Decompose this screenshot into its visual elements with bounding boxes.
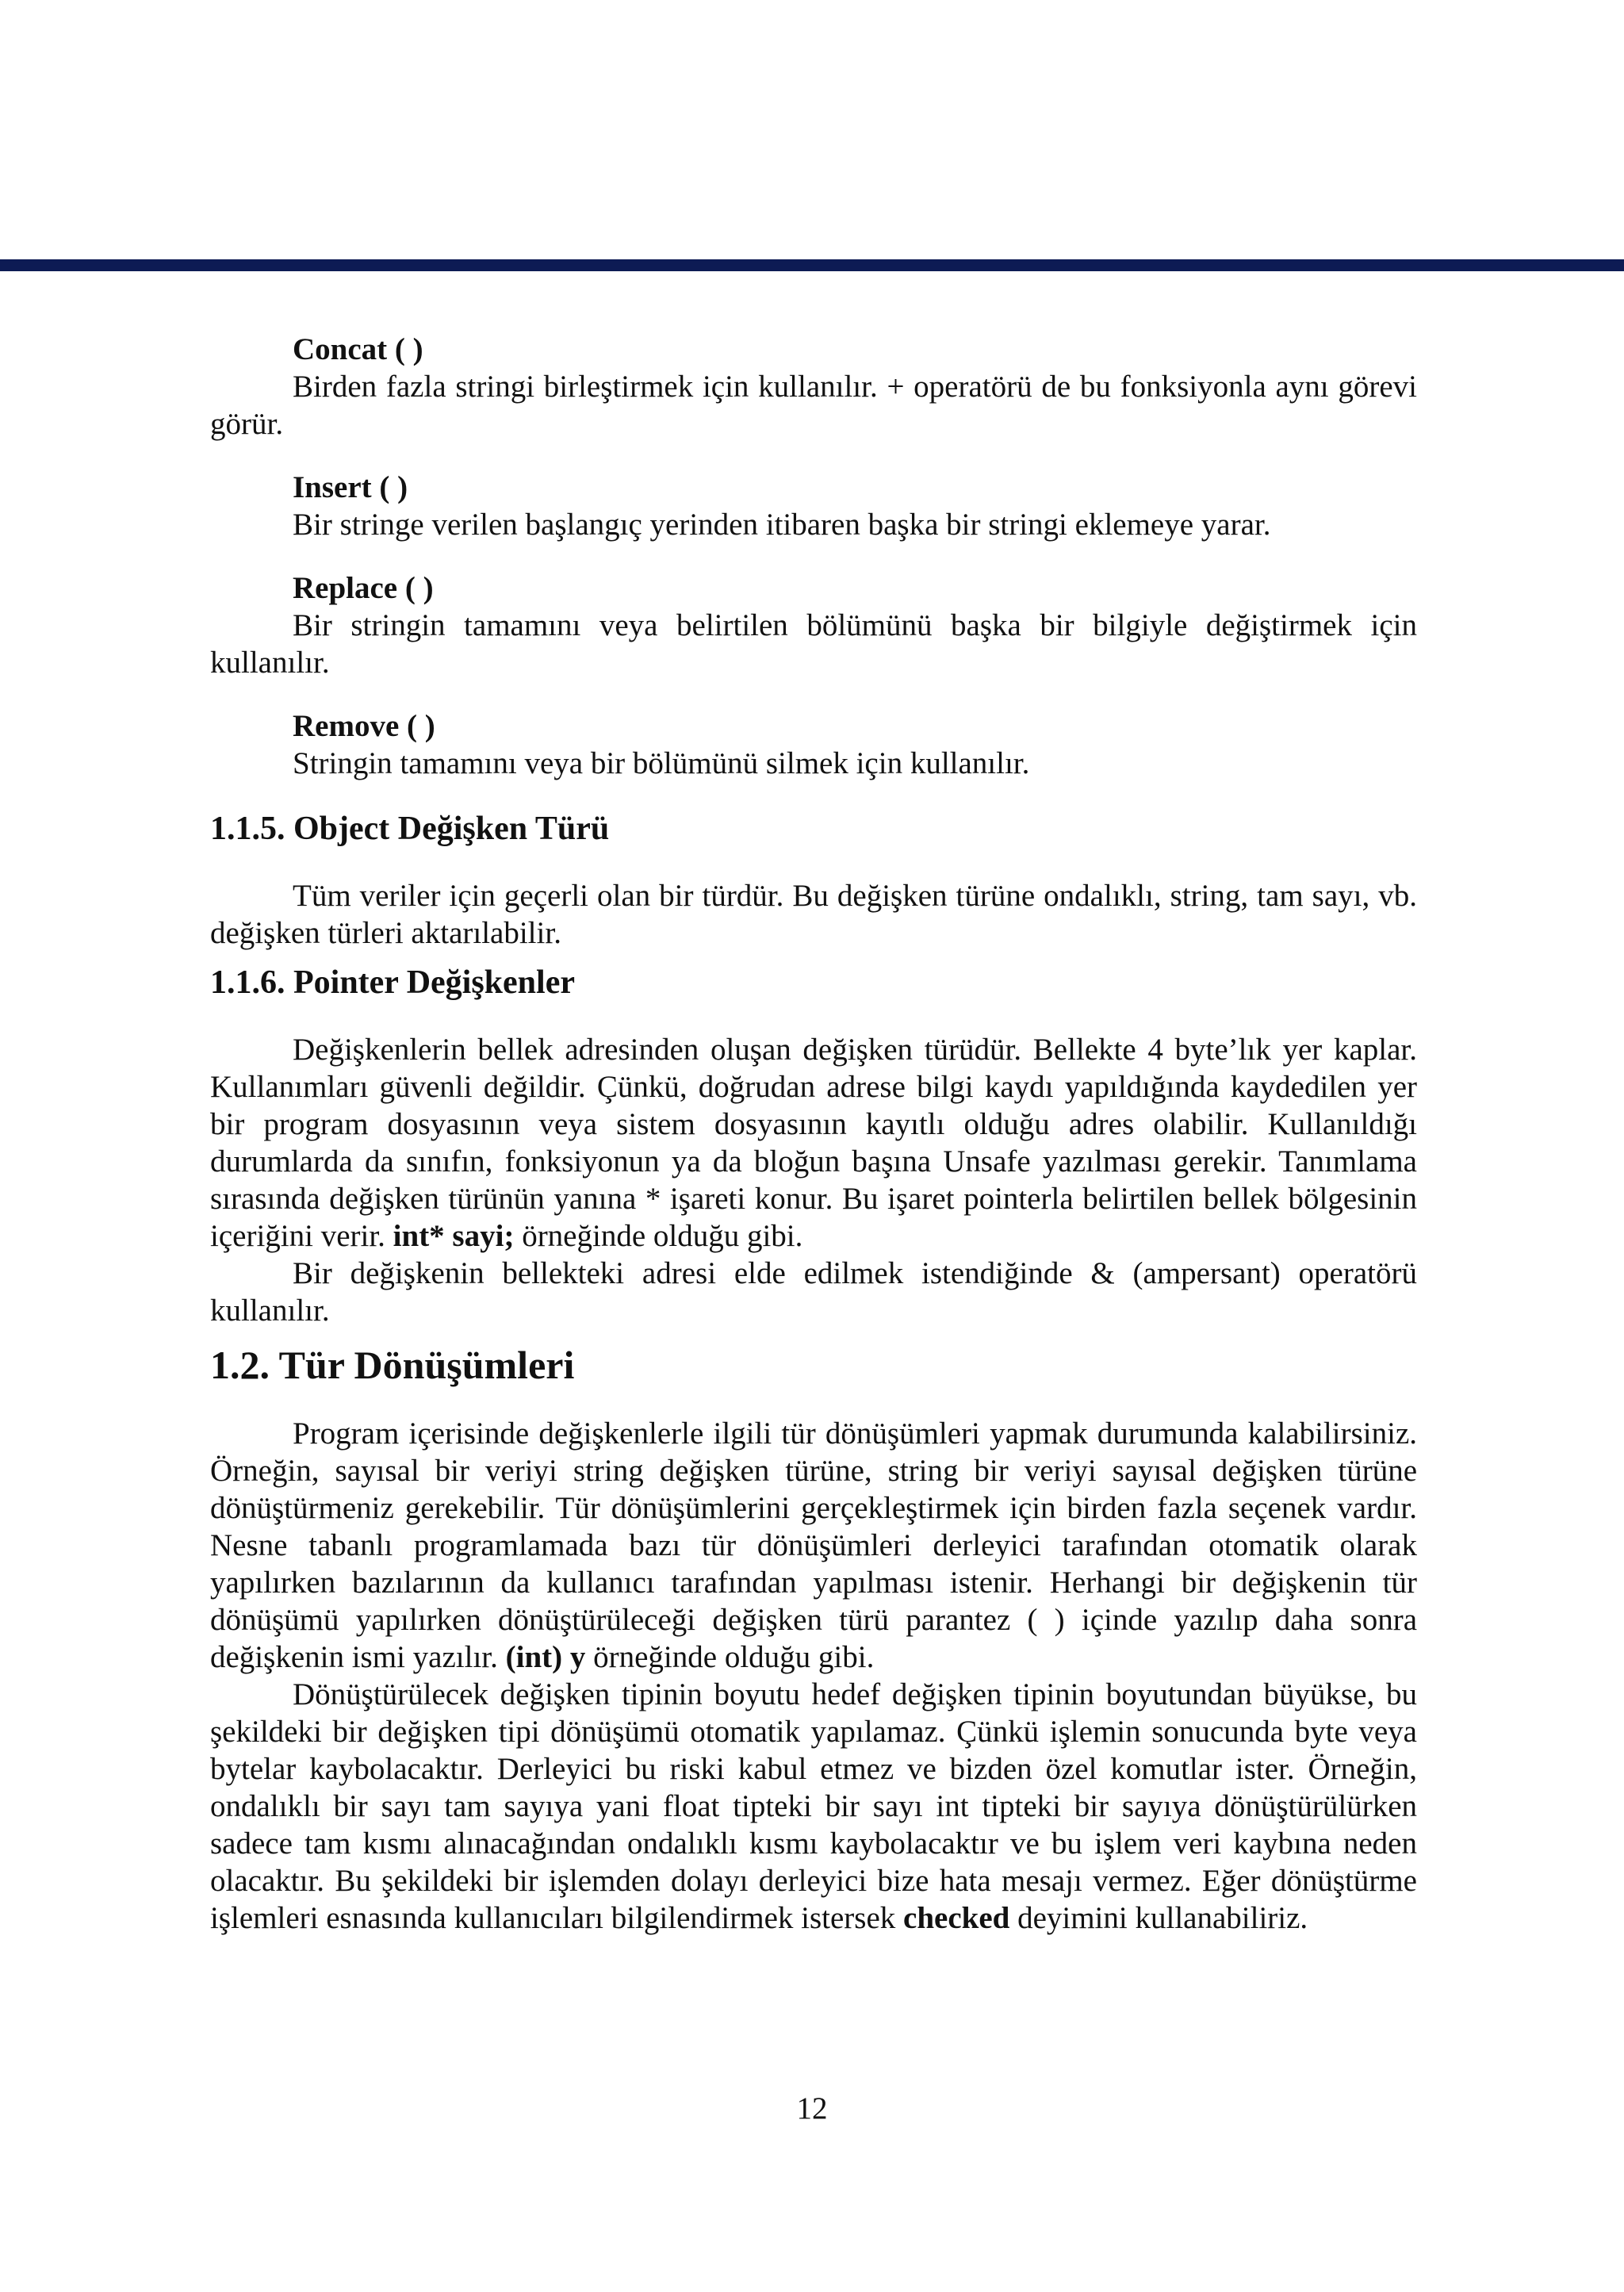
paragraph-object-type: Tüm veriler için geçerli olan bir türdür. Bu değişken türüne ondalıklı, string, tam sayı, vb. değişken türleri aktarılabilir. xyxy=(210,879,1417,950)
document-page xyxy=(210,332,1417,1937)
keyword-checked: checked xyxy=(903,1901,1010,1935)
function-replace xyxy=(210,570,1417,681)
paragraph-pointer-variables xyxy=(210,1031,1417,1255)
paragraph-ampersand: Bir değişkenin bellekteki adresi elde edilmek istendiğinde & (ampersant) operatörü kullanılır. xyxy=(210,1256,1417,1328)
page-number: 12 xyxy=(796,2091,828,2125)
paragraph-tail: örneğinde olduğu gibi. xyxy=(522,1219,803,1253)
heading-pointer-variables: 1.1.6. Pointer Değişkenler xyxy=(210,964,575,1001)
code-example: int* sayi; xyxy=(393,1219,515,1253)
function-insert xyxy=(210,470,1417,543)
heading-object-type: 1.1.5. Object Değişken Türü xyxy=(210,811,610,847)
function-description: Stringin tamamını veya bir bölümünü silmek için kullanılır. xyxy=(293,746,1030,780)
code-example: (int) y xyxy=(505,1640,586,1674)
function-description: Bir stringin tamamını veya belirtilen bölümünü başka bir bilgiyle değiştirmek için kullanılır. xyxy=(210,608,1417,680)
heading-type-conversions: 1.2. Tür Dönüşümleri xyxy=(210,1343,575,1387)
paragraph-conversion-loss xyxy=(210,1676,1417,1937)
header-rule xyxy=(0,259,1624,271)
paragraph-type-conversions xyxy=(210,1415,1417,1676)
function-remove xyxy=(210,708,1417,782)
paragraph-tail: deyimini kullanabiliriz. xyxy=(1017,1901,1308,1935)
function-description: Bir stringe verilen başlangıç yerinden itibaren başka bir stringi eklemeye yarar. xyxy=(293,508,1271,542)
paragraph-text: Değişkenlerin bellek adresinden oluşan değişken türüdür. Bellekte 4 byte’lık yer kaplar. Kullanımları güvenli değildir. Çünkü, doğrudan adrese bilgi kaydı yapıldığında kaydedilen yer bir program dosyasının veya sistem dosyasının kayıtlı olduğu adres olabilir. Kullanıldığı durumlarda da sınıfın, fonksiyonun ya da bloğun başına Unsafe yazılması gerekir. Tanımlama sırasında değişken türünün yanına * işareti konur. Bu işaret pointerla belirtilen bellek bölgesinin içeriğini verir. xyxy=(210,1033,1417,1253)
function-name: Insert ( ) xyxy=(293,470,408,504)
function-description: Birden fazla stringi birleştirmek için kullanılır. + operatörü de bu fonksiyonla aynı görevi görür. xyxy=(210,370,1417,441)
function-name: Remove ( ) xyxy=(293,709,435,743)
paragraph-text: Dönüştürülecek değişken tipinin boyutu hedef değişken tipinin boyutundan büyükse, bu şekildeki bir değişken tipi dönüşümü otomatik yapılamaz. Çünkü işlemin sonucunda byte veya bytelar kaybolacaktır. Derleyici bu riski kabul etmez ve bizden özel komutlar ister. Örneğin, ondalıklı bir sayı tam sayıya yani float tipteki bir sayı int tipteki bir sayıya dönüştürülürken sadece tam kısmı alınacağından ondalıklı kısmı kaybolacaktır ve bu işlem veri kaybına neden olacaktır. Bu şekildeki bir işlemden dolayı derleyici bize hata mesajı vermez. Eğer dönüştürme işlemleri esnasında kullanıcıları bilgilendirmek istersek xyxy=(210,1677,1417,1935)
paragraph-text: Program içerisinde değişkenlerle ilgili tür dönüşümleri yapmak durumunda kalabilirsiniz. Örneğin, sayısal bir veriyi string değişken türüne, string bir veriyi sayısal değişken türüne dönüştürmeniz gerekebilir. Tür dönüşümlerini gerçekleştirmek için birden fazla seçenek vardır. Nesne tabanlı programlamada bazı tür dönüşümleri derleyici tarafından otomatik olarak yapılırken bazılarının da kullanıcı tarafından yapılması istenir. Herhangi bir değişkenin tür dönüşümü yapılırken dönüştürüleceği değişken türü parantez ( ) içinde yazılıp daha sonra değişkenin ismi yazılır. xyxy=(210,1416,1417,1674)
function-concat xyxy=(210,332,1417,443)
paragraph-tail: örneğinde olduğu gibi. xyxy=(593,1640,875,1674)
function-name: Concat ( ) xyxy=(293,332,423,366)
function-name: Replace ( ) xyxy=(293,571,434,605)
